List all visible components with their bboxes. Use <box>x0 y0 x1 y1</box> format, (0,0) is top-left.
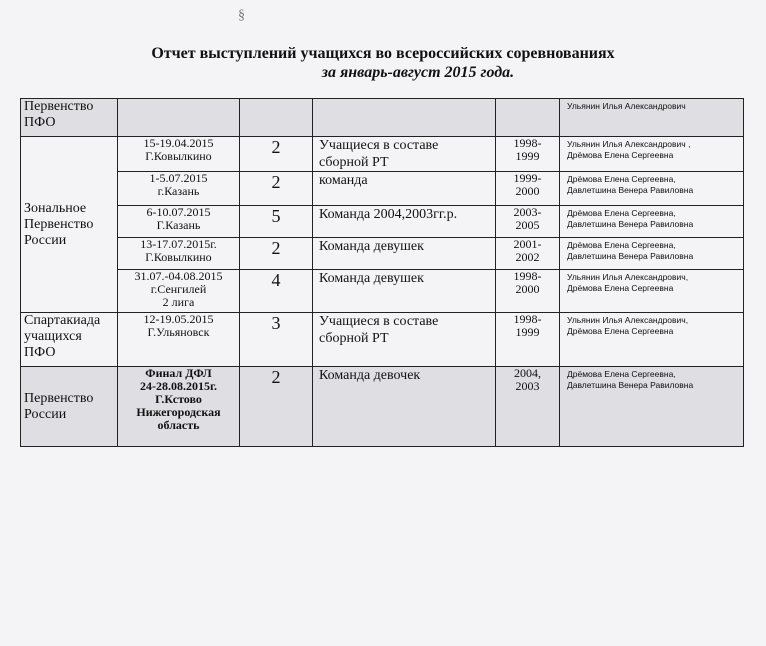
cell-lines <box>24 99 114 131</box>
cell-lines <box>319 238 492 255</box>
cell-lines <box>121 367 236 432</box>
text-line: Давлетшина Венера Равиловна <box>567 219 694 229</box>
text-line: 2000 <box>515 282 540 296</box>
text-line: 2003 <box>515 379 540 393</box>
place-cell <box>240 238 313 270</box>
text-line: г.Сенгилей <box>150 282 207 296</box>
cell-lines <box>319 172 492 189</box>
place-value: 2 <box>271 172 281 192</box>
place-cell <box>240 206 313 238</box>
table-row <box>21 172 744 206</box>
text-line: Давлетшина Венера Равиловна <box>567 185 694 195</box>
years-cell <box>496 238 560 270</box>
cell-lines <box>499 137 556 163</box>
event-cell <box>21 313 118 367</box>
cell-lines <box>567 369 740 391</box>
team-cell <box>313 137 496 172</box>
cell-lines <box>319 137 492 171</box>
text-line: Ульянин Илья Александрович, <box>567 315 689 325</box>
place-cell <box>240 313 313 367</box>
text-line: 1998- <box>513 312 542 326</box>
text-line: Команда девочек <box>319 368 421 383</box>
coach-cell <box>560 367 744 447</box>
cell-lines <box>499 367 556 393</box>
table-row <box>21 137 744 172</box>
cell-lines <box>567 315 740 337</box>
text-line: Ульянин Илья Александрович <box>567 101 686 111</box>
text-line: Учащиеся в составе <box>319 314 439 329</box>
text-line: 1-5.07.2015 <box>149 171 208 185</box>
cell-lines <box>319 206 492 223</box>
text-line: Давлетшина Венера Равиловна <box>567 251 694 261</box>
place-value: 3 <box>271 313 281 333</box>
text-line: 2005 <box>515 218 540 232</box>
text-line: Дрёмова Елена Сергеевна <box>567 150 674 160</box>
table-row <box>21 238 744 270</box>
place-value: 2 <box>271 137 281 157</box>
text-line: Дрёмова Елена Сергеевна <box>567 283 674 293</box>
text-line: 2000 <box>515 184 540 198</box>
cell-lines <box>567 139 740 161</box>
team-cell <box>313 238 496 270</box>
text-line: Дрёмова Елена Сергеевна, <box>567 174 676 184</box>
text-line: 2003- <box>513 205 542 219</box>
coach-cell <box>560 313 744 367</box>
place-value: 2 <box>271 367 281 387</box>
competition-table <box>20 98 744 447</box>
cell-lines <box>121 270 236 309</box>
text-line: учащихся <box>24 329 82 344</box>
cell-lines <box>121 238 236 264</box>
text-line: Команда 2004,2003гг.р. <box>319 207 458 222</box>
cell-lines <box>319 313 492 347</box>
text-line: 12-19.05.2015 <box>143 312 214 326</box>
cell-lines <box>24 313 114 361</box>
table-cell <box>118 99 240 137</box>
text-line: область <box>157 418 200 432</box>
cell-lines <box>121 137 236 163</box>
cell-lines <box>499 270 556 296</box>
text-line: 2 лига <box>162 295 195 309</box>
team-cell <box>313 206 496 238</box>
table-row <box>21 99 744 137</box>
cell-lines <box>499 172 556 198</box>
cell-lines <box>567 240 740 262</box>
text-line: Команда девушек <box>319 239 424 254</box>
cell-lines <box>567 272 740 294</box>
text-line: 1998- <box>513 269 542 283</box>
date-cell <box>118 270 240 313</box>
text-line: Г.Ковылкино <box>145 250 212 264</box>
years-cell <box>496 206 560 238</box>
text-line: Г.Ковылкино <box>145 149 212 163</box>
scan-mark: § <box>238 8 245 23</box>
event-cell <box>21 137 118 313</box>
text-line: Дрёмова Елена Сергеевна, <box>567 369 676 379</box>
date-cell <box>118 313 240 367</box>
text-line: Г.Кстово <box>155 392 202 406</box>
years-cell <box>496 172 560 206</box>
text-line: ПФО <box>24 115 56 130</box>
text-line: 2001- <box>513 237 542 251</box>
text-line: 24-28.08.2015г. <box>139 379 218 393</box>
text-line: 13-17.07.2015г. <box>140 237 217 251</box>
text-line: сборной РТ <box>319 155 389 170</box>
text-line: Учащиеся в составе <box>319 138 439 153</box>
text-line: 2004, <box>514 366 541 380</box>
text-line: 1998- <box>513 136 542 150</box>
place-cell <box>240 137 313 172</box>
coach-cell <box>560 172 744 206</box>
text-line: ПФО <box>24 345 56 360</box>
text-line: Первенство <box>24 99 94 114</box>
cell-lines <box>121 206 236 232</box>
text-line: 2002 <box>515 250 540 264</box>
text-line: 31.07.-04.08.2015 <box>134 269 223 283</box>
cell-lines <box>567 101 740 112</box>
years-cell <box>496 137 560 172</box>
title-line-2: за январь-август 2015 года. <box>321 64 515 81</box>
text-line: 6-10.07.2015 <box>146 205 211 219</box>
coach-cell <box>560 99 744 137</box>
event-cell <box>21 99 118 137</box>
table-row <box>21 313 744 367</box>
date-cell <box>118 206 240 238</box>
date-cell <box>118 137 240 172</box>
text-line: 1999- <box>513 171 542 185</box>
text-line: команда <box>319 173 368 188</box>
cell-lines <box>24 391 114 423</box>
place-cell <box>240 270 313 313</box>
cell-lines <box>567 174 740 196</box>
text-line: Ульянин Илья Александрович, <box>567 272 689 282</box>
text-line: Финал ДФЛ <box>145 366 212 380</box>
text-line: России <box>24 406 67 422</box>
years-cell <box>496 313 560 367</box>
place-value: 2 <box>271 238 281 258</box>
table-cell <box>496 99 560 137</box>
date-cell <box>118 238 240 270</box>
coach-cell <box>560 238 744 270</box>
years-cell <box>496 367 560 447</box>
text-line: Дрёмова Елена Сергеевна, <box>567 240 676 250</box>
cell-lines <box>121 313 236 339</box>
place-value: 5 <box>271 206 281 226</box>
place-value: 4 <box>271 270 281 290</box>
date-cell <box>118 367 240 447</box>
table-row <box>21 206 744 238</box>
text-line: Спартакиада <box>24 313 101 328</box>
coach-cell <box>560 270 744 313</box>
table-row <box>21 367 744 447</box>
text-line: Дрёмова Елена Сергеевна, <box>567 208 676 218</box>
cell-lines <box>499 238 556 264</box>
text-line: Давлетшина Венера Равиловна <box>567 380 694 390</box>
place-cell <box>240 172 313 206</box>
text-line: 1999 <box>515 325 540 339</box>
table-row <box>21 270 744 313</box>
cell-lines <box>121 172 236 198</box>
text-line: сборной РТ <box>319 331 389 346</box>
page-title <box>0 44 766 82</box>
text-line: Нижегородская <box>136 405 221 419</box>
team-cell <box>313 367 496 447</box>
cell-lines <box>319 367 492 384</box>
text-line: Первенство <box>24 216 94 232</box>
years-cell <box>496 270 560 313</box>
team-cell <box>313 313 496 367</box>
title-line-1: Отчет выступлений учащихся во всероссийских соревнованиях <box>151 45 615 62</box>
coach-cell <box>560 206 744 238</box>
date-cell <box>118 172 240 206</box>
cell-lines <box>499 206 556 232</box>
table-cell <box>240 99 313 137</box>
text-line: Команда девушек <box>319 271 424 286</box>
text-line: Зональное <box>24 200 87 216</box>
text-line: 1999 <box>515 149 540 163</box>
cell-lines <box>319 270 492 287</box>
table-cell <box>313 99 496 137</box>
place-cell <box>240 367 313 447</box>
text-line: России <box>24 232 67 248</box>
coach-cell <box>560 137 744 172</box>
cell-lines <box>567 208 740 230</box>
text-line: Г.Казань <box>156 218 201 232</box>
team-cell <box>313 172 496 206</box>
text-line: 15-19.04.2015 <box>143 136 214 150</box>
text-line: Дрёмова Елена Сергеевна <box>567 326 674 336</box>
cell-lines <box>24 201 114 249</box>
text-line: г.Казань <box>157 184 200 198</box>
event-cell <box>21 367 118 447</box>
cell-lines <box>499 313 556 339</box>
text-line: Г.Ульяновск <box>147 325 210 339</box>
team-cell <box>313 270 496 313</box>
text-line: Ульянин Илья Александрович , <box>567 139 691 149</box>
text-line: Первенство <box>24 390 94 406</box>
